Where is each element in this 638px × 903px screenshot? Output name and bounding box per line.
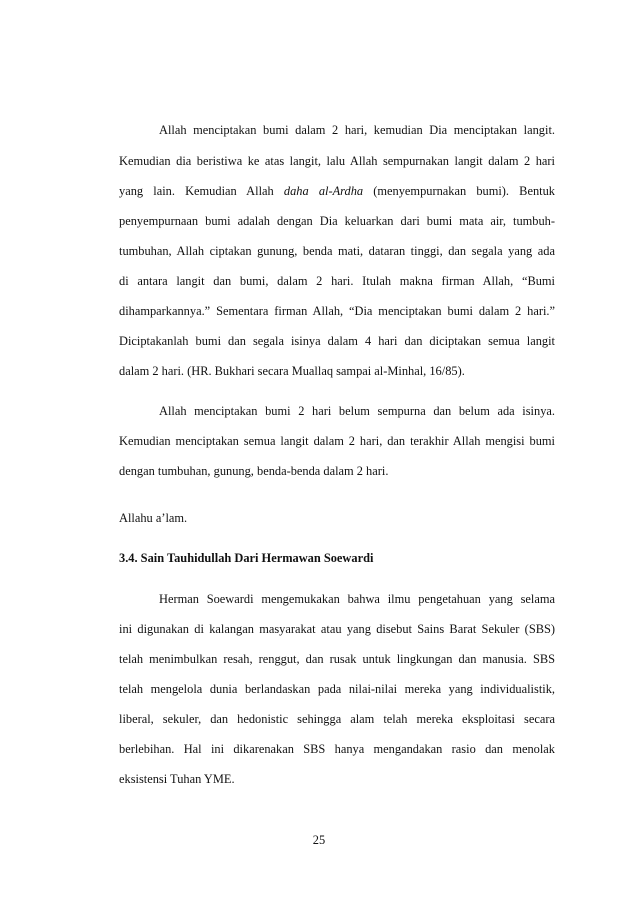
paragraph-line: dihamparkannya.” Sementara firman Allah, “Dia menciptakan bumi dalam 2 hari.” [119, 304, 555, 318]
paragraph-line: Allah menciptakan bumi 2 hari belum sempurna dan belum ada isinya. [159, 404, 555, 418]
page-number: 25 [312, 833, 326, 847]
paragraph-line: telah mengelola dunia berlandaskan pada nilai-nilai mereka yang individualistik, [119, 682, 555, 696]
paragraph-line: Kemudian dia beristiwa ke atas langit, lalu Allah sempurnakan langit dalam 2 hari [119, 154, 555, 168]
paragraph-line: berlebihan. Hal ini dikarenakan SBS hanya mengandakan rasio dan menolak [119, 742, 555, 756]
paragraph-line: Kemudian menciptakan semua langit dalam 2 hari, dan terakhir Allah mengisi bumi [119, 434, 555, 448]
paragraph-line: di antara langit dan bumi, dalam 2 hari. Itulah makna firman Allah, “Bumi [119, 274, 555, 288]
paragraph-line: dengan tumbuhan, gunung, benda-benda dalam 2 hari. [119, 464, 389, 478]
paragraph-line [119, 184, 555, 198]
closing-line: Allahu a’lam. [119, 511, 188, 525]
paragraph-line: ini digunakan di kalangan masyarakat atau yang disebut Sains Barat Sekuler (SBS) [119, 622, 555, 636]
paragraph-line: liberal, sekuler, dan hedonistic sehingga alam telah mereka eksploitasi secara [119, 712, 555, 726]
paragraph-line: Diciptakanlah bumi dan segala isinya dalam 4 hari dan diciptakan semua langit [119, 334, 555, 348]
text-run: (menyempurnakan bumi). Bentuk [363, 184, 555, 198]
section-heading: 3.4. Sain Tauhidullah Dari Hermawan Soewardi [119, 551, 374, 565]
paragraph-line: Allah menciptakan bumi dalam 2 hari, kemudian Dia menciptakan langit. [159, 123, 555, 137]
paragraph-line: eksistensi Tuhan YME. [119, 772, 235, 786]
paragraph-line: tumbuhan, Allah ciptakan gunung, benda mati, dataran tinggi, dan segala yang ada [119, 244, 555, 258]
paragraph-line: dalam 2 hari. (HR. Bukhari secara Muallaq sampai al-Minhal, 16/85). [119, 364, 465, 378]
paragraph-line: telah menimbulkan resah, renggut, dan rusak untuk lingkungan dan manusia. SBS [119, 652, 555, 666]
text-run: yang lain. Kemudian Allah [119, 184, 284, 198]
italic-term: daha al-Ardha [283, 184, 364, 198]
paragraph-line: Herman Soewardi mengemukakan bahwa ilmu pengetahuan yang selama [159, 592, 555, 606]
paragraph-line: penyempurnaan bumi adalah dengan Dia keluarkan dari bumi mata air, tumbuh- [119, 214, 555, 228]
